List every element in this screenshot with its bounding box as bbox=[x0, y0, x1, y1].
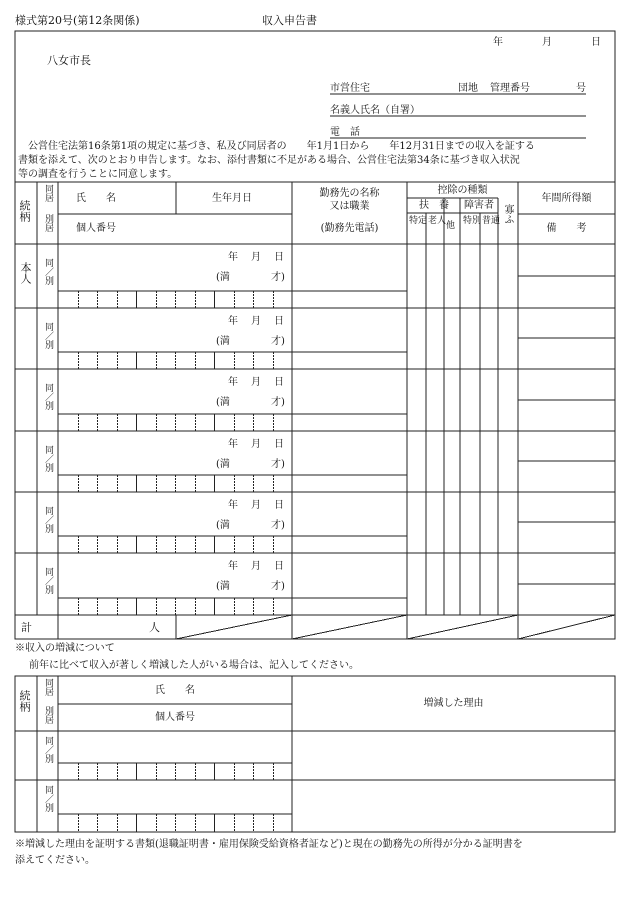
header-personal-number: 個人番号 bbox=[76, 223, 116, 234]
row-4-month: 月 bbox=[251, 439, 261, 450]
go-label: 号 bbox=[576, 83, 586, 94]
row-4-cohabit bbox=[37, 445, 58, 472]
change-header-name: 氏 名 bbox=[155, 685, 195, 696]
self-label: 本人 bbox=[19, 262, 32, 284]
row-4-age-open: (満 bbox=[216, 459, 230, 470]
addressee: 八女市長 bbox=[47, 54, 91, 67]
row-4-age-close: 才) bbox=[271, 459, 285, 470]
name-label: 名義人氏名（自署） bbox=[330, 105, 420, 116]
row-1-year: 年 bbox=[228, 252, 238, 263]
change-header-reason: 増減した理由 bbox=[423, 698, 484, 709]
header-birthdate: 生年月日 bbox=[212, 193, 252, 204]
row-6-age-open: (満 bbox=[216, 581, 230, 592]
header-cohabit-2 bbox=[39, 214, 57, 232]
total-label: 計 bbox=[21, 621, 32, 634]
change-section-title: ※収入の増減について bbox=[15, 643, 115, 654]
row-3-cohabit bbox=[37, 383, 58, 410]
row-5-month: 月 bbox=[251, 500, 261, 511]
header-disabled: 障害者 bbox=[464, 200, 494, 211]
header-elderly: 老人 bbox=[428, 216, 447, 226]
row-1-age-open: (満 bbox=[216, 272, 230, 283]
change-row-1-cohabit bbox=[37, 736, 58, 763]
row-6-day: 日 bbox=[274, 561, 284, 572]
row-3-cohabit-text: 同／別 bbox=[43, 383, 53, 410]
date-year-label: 年 bbox=[493, 37, 503, 48]
row-6-year: 年 bbox=[228, 561, 238, 572]
header-workplace-1: 勤務先の名称 bbox=[319, 188, 380, 199]
row-2-cohabit-text: 同／別 bbox=[43, 322, 53, 349]
row-4-cohabit-text: 同／別 bbox=[43, 445, 53, 472]
form-title: 収入申告書 bbox=[262, 14, 317, 27]
change-header-cohabit bbox=[39, 678, 57, 696]
row-3-day: 日 bbox=[274, 377, 284, 388]
row-6-age-close: 才) bbox=[271, 581, 285, 592]
declaration-line-2: 書類を添えて、次のとおり申告します。なお、添付書類に不足がある場合、公営住宅法第34条に基づき収入状況 bbox=[18, 155, 520, 166]
management-number-label: 管理番号 bbox=[490, 83, 530, 94]
row-1-cohabit bbox=[37, 258, 58, 285]
change-header-relation: 続柄 bbox=[18, 690, 31, 712]
housing-label: 市営住宅 bbox=[330, 83, 370, 94]
row-6-month: 月 bbox=[251, 561, 261, 572]
change-row-2-cohabit-text: 同／別 bbox=[43, 785, 53, 812]
header-specific: 特定 bbox=[409, 216, 428, 226]
declaration-line-3: 等の調査を行うことに同意します。 bbox=[18, 169, 178, 180]
header-relation: 続柄 bbox=[18, 200, 31, 222]
row-5-cohabit bbox=[37, 506, 58, 533]
header-cohabit bbox=[39, 184, 57, 202]
change-row-2-cohabit bbox=[37, 785, 58, 812]
row-6-cohabit-text: 同／別 bbox=[43, 567, 53, 594]
row-5-age-close: 才) bbox=[271, 520, 285, 531]
change-section-instruction: 前年に比べて収入が著しく増減した人がいる場合は、記入してください。 bbox=[29, 660, 359, 671]
row-5-year: 年 bbox=[228, 500, 238, 511]
header-widow: 寡ふ bbox=[502, 204, 513, 224]
row-1-cohabit-text: 同／別 bbox=[43, 258, 53, 285]
change-header-cohabit-2 bbox=[39, 706, 57, 724]
change-header-cohabit-bottom: 別居 bbox=[43, 706, 53, 724]
danchi-label: 団地 bbox=[458, 83, 478, 94]
row-2-year: 年 bbox=[228, 316, 238, 327]
row-2-month: 月 bbox=[251, 316, 261, 327]
header-cohabit-bottom: 別居 bbox=[43, 214, 53, 232]
row-2-cohabit bbox=[37, 322, 58, 349]
total-unit: 人 bbox=[149, 621, 160, 634]
row-3-age-close: 才) bbox=[271, 397, 285, 408]
row-5-day: 日 bbox=[274, 500, 284, 511]
header-workplace-2: 又は職業 bbox=[329, 201, 370, 212]
row-2-day: 日 bbox=[274, 316, 284, 327]
header-name: 氏 名 bbox=[76, 193, 116, 204]
change-header-personal-number: 個人番号 bbox=[155, 712, 195, 723]
row-5-age-open: (満 bbox=[216, 520, 230, 531]
form-number: 様式第20号(第12条関係) bbox=[15, 14, 140, 27]
row-5-cohabit-text: 同／別 bbox=[43, 506, 53, 533]
header-ordinary: 普通 bbox=[482, 216, 501, 226]
footer-line-1: ※増減した理由を証明する書類(退職証明書・雇用保険受給資格者証など)と現在の勤務先の所得が分かる証明書を bbox=[15, 839, 523, 850]
row-2-age-close: 才) bbox=[271, 336, 285, 347]
row-2-age-open: (満 bbox=[216, 336, 230, 347]
change-header-cohabit-top: 同居 bbox=[43, 678, 53, 696]
row-6-cohabit bbox=[37, 567, 58, 594]
date-day-label: 日 bbox=[591, 37, 601, 48]
header-cohabit-top: 同居 bbox=[43, 184, 53, 202]
header-remarks: 備 考 bbox=[546, 223, 587, 234]
header-special: 特別 bbox=[463, 216, 482, 226]
declaration-line-1: 公営住宅法第16条第1項の規定に基づき、私及び同居者の 年1月1日から 年12月31日までの収入を証する bbox=[28, 141, 535, 152]
change-row-1-cohabit-text: 同／別 bbox=[43, 736, 53, 763]
date-month-label: 月 bbox=[542, 37, 552, 48]
row-4-year: 年 bbox=[228, 439, 238, 450]
header-dependent: 扶 養 bbox=[419, 200, 449, 211]
row-4-day: 日 bbox=[274, 439, 284, 450]
header-other: 他 bbox=[446, 221, 456, 231]
row-1-day: 日 bbox=[274, 252, 284, 263]
row-1-month: 月 bbox=[251, 252, 261, 263]
header-deduction: 控除の種類 bbox=[437, 185, 488, 196]
row-3-year: 年 bbox=[228, 377, 238, 388]
footer-line-2: 添えてください。 bbox=[15, 855, 95, 866]
row-3-age-open: (満 bbox=[216, 397, 230, 408]
row-1-age-close: 才) bbox=[271, 272, 285, 283]
phone-label: 電 話 bbox=[330, 127, 360, 138]
header-workplace-phone: (勤務先電話) bbox=[320, 223, 379, 234]
row-3-month: 月 bbox=[251, 377, 261, 388]
header-annual-income: 年間所得額 bbox=[541, 193, 592, 204]
